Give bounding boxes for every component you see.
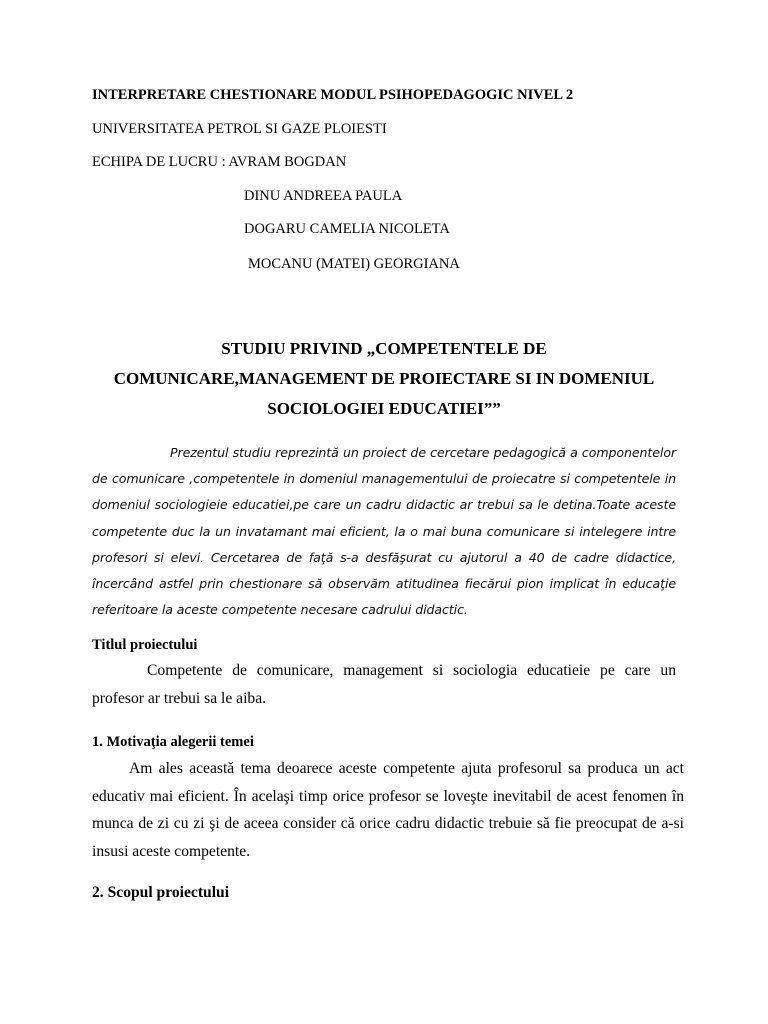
study-title-line-1: STUDIU PRIVIND „COMPETENTELE DE: [221, 339, 547, 358]
team-member: MOCANU (MATEI) GEORGIANA: [248, 256, 460, 272]
team-label-line: ECHIPA DE LUCRU : AVRAM BOGDAN: [92, 154, 347, 170]
section-heading-motivation: 1. Motivaţia alegerii temei: [92, 734, 254, 750]
abstract-paragraph: [92, 440, 676, 623]
team-member: DOGARU CAMELIA NICOLETA: [244, 221, 450, 237]
project-title-text: Competente de comunicare, management si sociologia educatieie pe care un profesor ar trebui sa le aiba.: [92, 662, 676, 707]
study-title-line-3: SOCIOLOGIEI EDUCATIEI””: [267, 399, 501, 418]
university-line: UNIVERSITATEA PETROL SI GAZE PLOIESTI: [92, 121, 387, 137]
study-title-line-2: COMUNICARE,MANAGEMENT DE PROIECTARE SI IN DOMENIUL: [113, 369, 655, 388]
project-title-paragraph: [92, 657, 676, 713]
motivation-text: Am ales această tema deoarece aceste competente ajuta profesorul sa produca un act educativ mai eficient. În acelaşi timp orice profesor se loveşte inevitabil de acest fenomen în munca de zi cu zi şi de aceea consider că orice cadru didactic trebuie să fie preocupat de a-si insusi aceste competente.: [92, 760, 684, 860]
team-member: DINU ANDREEA PAULA: [244, 188, 403, 204]
document-header-title: INTERPRETARE CHESTIONARE MODUL PSIHOPEDAGOGIC NIVEL 2: [92, 87, 574, 103]
motivation-paragraph: [92, 755, 684, 865]
abstract-text: Prezentul studiu reprezintă un proiect de cercetare pedagogică a componentelor de comunicare ,competentele in domeniul managementului de proiecatre si competentele in domeniul sociologieie educatiei,pe care un cadru didactic ar trebui sa le detina.Toate aceste competente duc la un invatamant mai eficient, la o mai buna comunicare si intelegere intre profesori si elevi. Cercetarea de faţă s-a desfăşurat cu ajutorul a 40 de cadre didactice, încercând astfel prin chestionare să observăm atitudinea fiecărui pion implicat în educaţie referitoare la aceste competente necesare cadrului didactic.: [92, 445, 676, 618]
section-heading-title: Titlul proiectului: [92, 637, 198, 653]
section-heading-scope: 2. Scopul proiectului: [92, 884, 230, 901]
